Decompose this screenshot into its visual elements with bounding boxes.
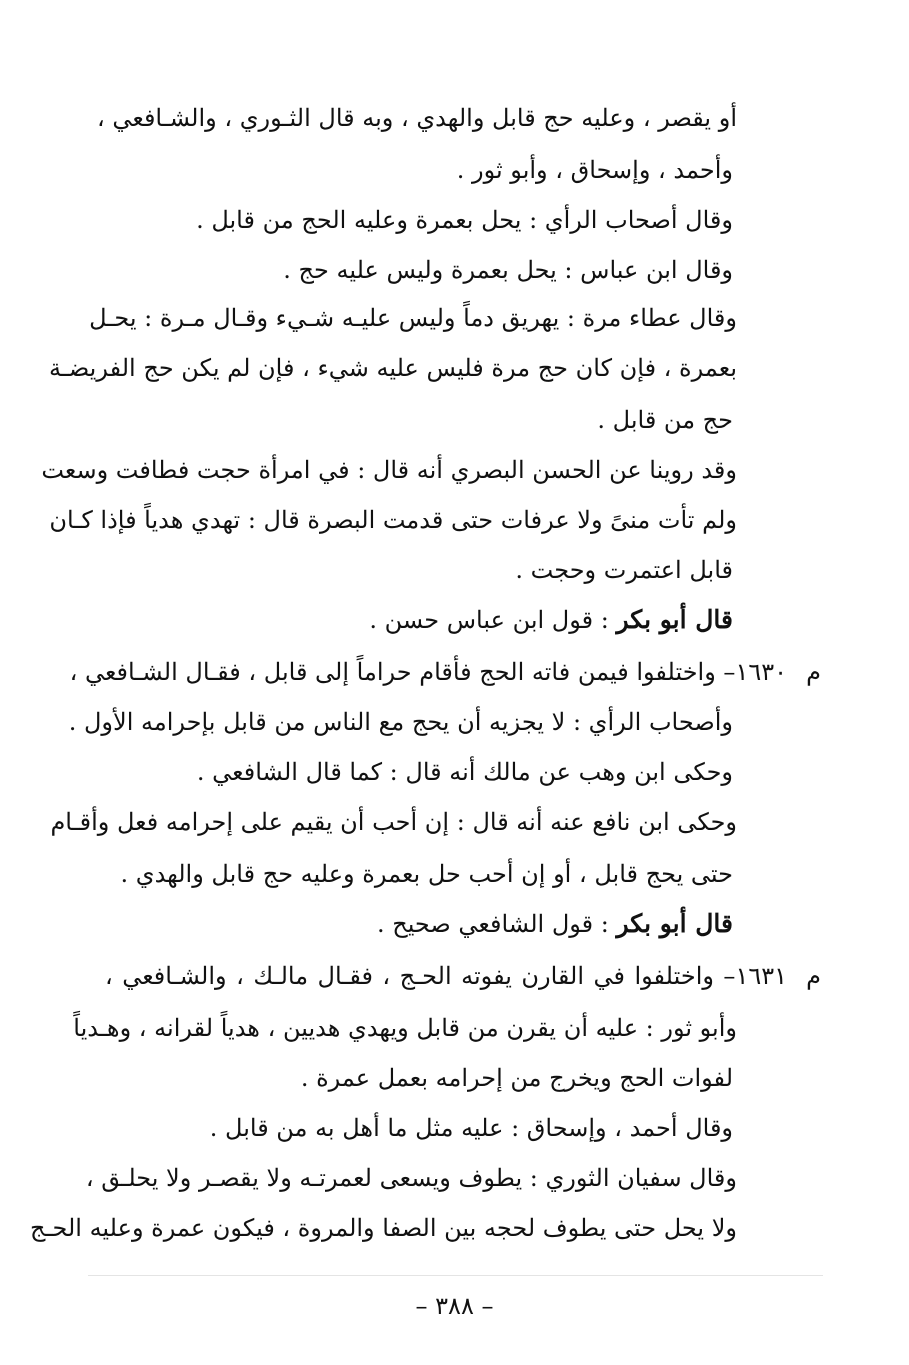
text-line: وقال عطاء مرة : يهريق دماً وليس عليـه شـيء وقـال مـرة : يحـل (89, 304, 737, 332)
text-line: بعمرة ، فإن كان حج مرة فليس عليه شيء ، فإن لم يكن حج الفريضـة (48, 354, 737, 382)
text-line: لفوات الحج ويخرج من إحرامه بعمل عمرة . (300, 1064, 733, 1092)
speaker-line (101, 604, 733, 644)
footer-divider (88, 1275, 823, 1276)
speaker-text: قول الشافعي صحيح . (376, 910, 594, 938)
text-line: وأحمد ، وإسحاق ، وأبو ثور . (456, 156, 733, 184)
text-line: وحكى ابن وهب عن مالك أنه قال : كما قال الشافعي . (196, 758, 733, 786)
text-line: وقال سفيان الثوري : يطوف ويسعى لعمرتـه ولا يقصـر ولا يحلـق ، (85, 1164, 737, 1192)
text-line: ولم تأت منىً ولا عرفات حتى قدمت البصرة قال : تهدي هدياً فإذا كـان (49, 506, 737, 534)
text-line: أو يقصر ، وعليه حج قابل والهدي ، وبه قال الثـوري ، والشـافعي ، (96, 104, 737, 132)
text-line: قابل اعتمرت وحجت . (515, 556, 733, 584)
speaker-separator: : (593, 910, 617, 938)
text-line: وقال أحمد ، وإسحاق : عليه مثل ما أهل به من قابل . (209, 1114, 733, 1142)
text-line: ولا يحل حتى يطوف لحجه بين الصفا والمروة ، فيكون عمرة وعليه الحـج (29, 1214, 737, 1242)
text-line: وقال ابن عباس : يحل بعمرة وليس عليه حج . (283, 256, 733, 284)
text-line: وأصحاب الرأي : لا يجزيه أن يحج مع الناس من قابل بإحرامه الأول . (68, 708, 733, 736)
speaker-line (101, 908, 733, 948)
text-line: وحكى ابن نافع عنه أنه قال : إن أحب أن يقيم على إحرامه فعل وأقـام (50, 808, 737, 836)
text-line: ١٦٣٠– واختلفوا فيمن فاته الحج فأقام حراماً إلى قابل ، فقـال الشـافعي ، (69, 658, 787, 686)
text-line: ١٦٣١– واختلفوا في القارن يفوته الحـج ، فقـال مالـك ، والشـافعي ، (105, 962, 787, 990)
text-line: وقد روينا عن الحسن البصري أنه قال : في امرأة حجت فطافت وسعت (41, 456, 737, 484)
text-line: حتى يحج قابل ، أو إن أحب حل بعمرة وعليه حج قابل والهدي . (120, 860, 733, 888)
issue-marker: م (806, 658, 821, 686)
text-line: وقال أصحاب الرأي : يحل بعمرة وعليه الحج من قابل . (196, 206, 733, 234)
speaker-text: قول ابن عباس حسن . (369, 606, 594, 634)
speaker-separator: : (593, 606, 617, 634)
page-number: – ٣٨٨ – (415, 1292, 494, 1320)
text-line: حج من قابل . (597, 406, 733, 434)
speaker-label: قال أبو بكر (616, 605, 733, 634)
text-line: وأبو ثور : عليه أن يقرن من قابل ويهدي هديين ، هدياً لقرانه ، وهـدياً (73, 1014, 737, 1042)
issue-marker: م (806, 962, 821, 990)
speaker-label: قال أبو بكر (616, 909, 733, 938)
